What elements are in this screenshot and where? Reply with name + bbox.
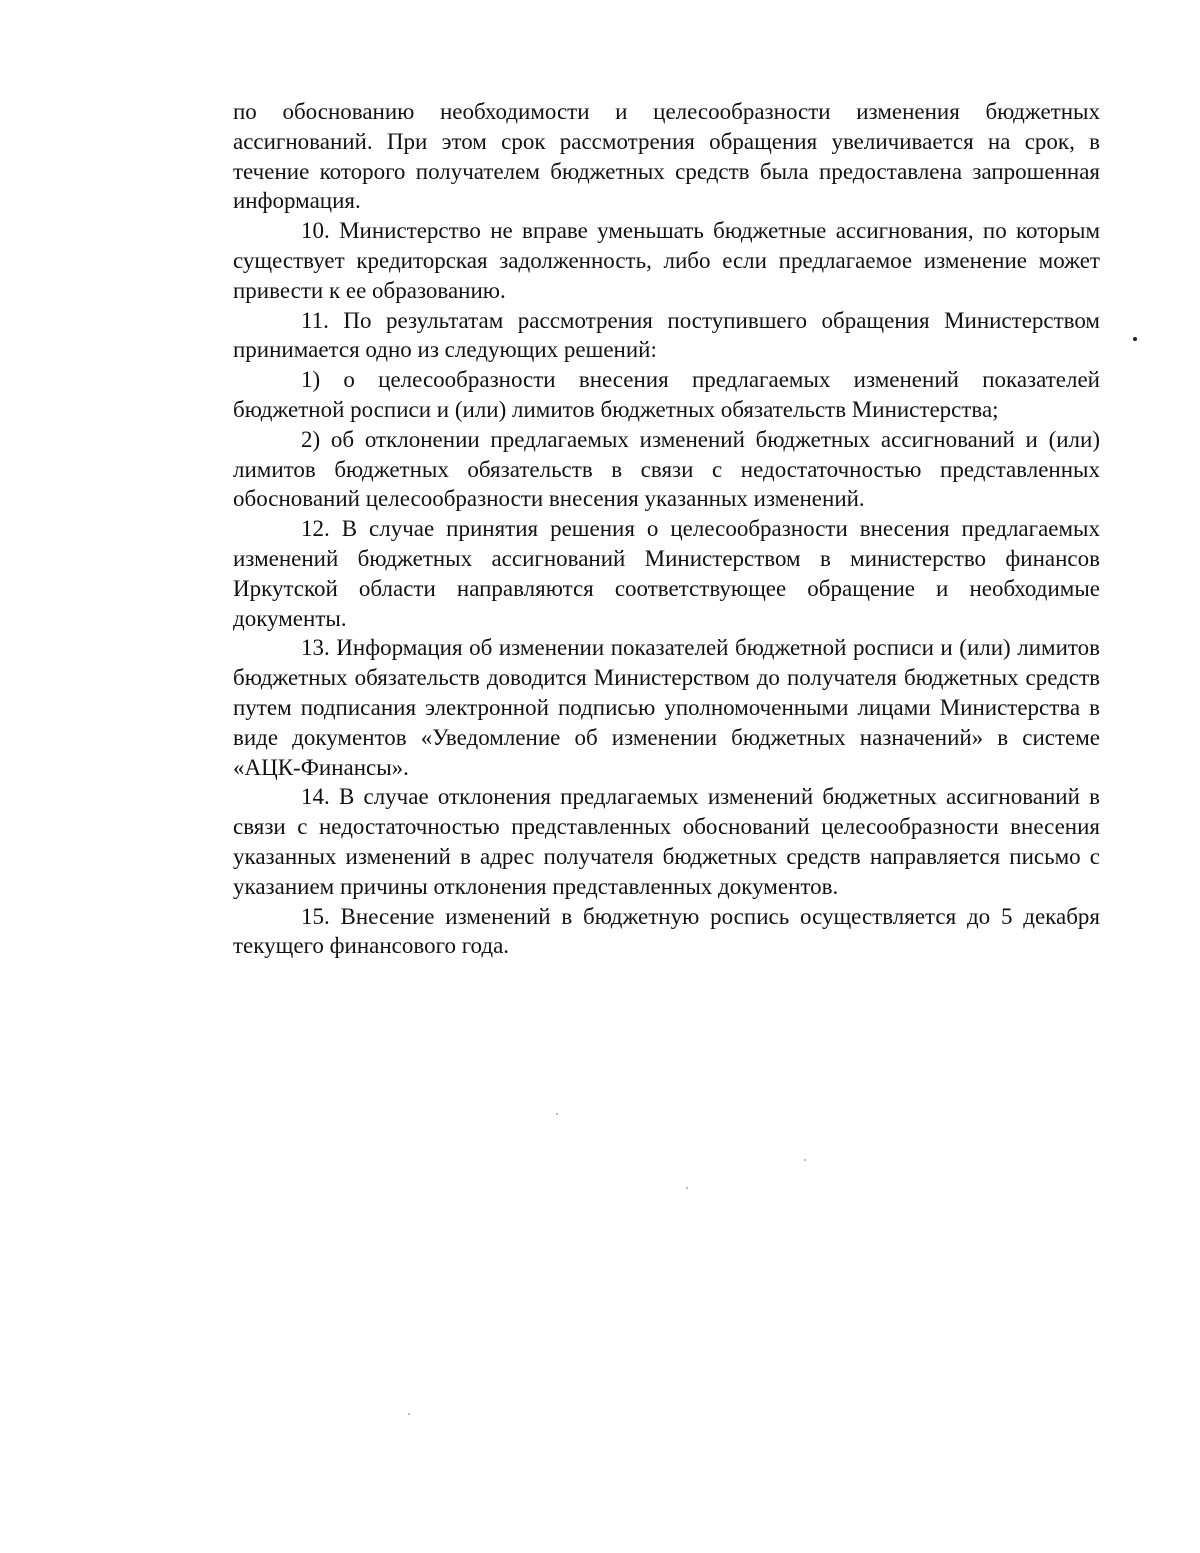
document-page (233, 97, 1100, 961)
scan-speck (1133, 337, 1137, 341)
scan-dust (408, 1413, 410, 1415)
scan-dust (556, 1113, 558, 1115)
paragraph-continuation: по обоснованию необходимости и целесообразности изменения бюджетных ассигнований. При этом срок рассмотрения обращения увеличивается на срок, в течение которого получателем бюджетных средств была предоставлена запрошенная информация. (233, 99, 1100, 214)
paragraph-14: 14. В случае отклонения предлагаемых изменений бюджетных ассигнований в связи с недостаточностью представленных обоснований целесообразности внесения указанных изменений в адрес получателя бюджетных средств направляется письмо с указанием причины отклонения представленных документов. (233, 784, 1100, 899)
paragraph-15: 15. Внесение изменений в бюджетную роспись осуществляется до 5 декабря текущего финансового года. (233, 903, 1100, 959)
paragraph-12: 12. В случае принятия решения о целесообразности внесения предлагаемых изменений бюджетных ассигнований Министерством в министерство финансов Иркутской области направляются соответствующее обращение и необходимые документы. (233, 516, 1100, 631)
scan-dust (804, 1159, 806, 1161)
scan-dust (686, 1187, 688, 1189)
paragraph-13: 13. Информация об изменении показателей бюджетной росписи и (или) лимитов бюджетных обязательств доводится Министерством до получателя бюджетных средств путем подписания электронной подписью уполномоченными лицами Министерства в виде документов «Уведомление об изменении бюджетных назначений» в системе «АЦК-Финансы». (233, 635, 1100, 780)
paragraph-11-item-2: 2) об отклонении предлагаемых изменений бюджетных ассигнований и (или) лимитов бюджетных обязательств в связи с недостаточностью представленных обоснований целесообразности внесения указанных изменений. (233, 426, 1100, 512)
paragraph-10: 10. Министерство не вправе уменьшать бюджетные ассигнования, по которым существует кредиторская задолженность, либо если предлагаемое изменение может привести к ее образованию. (233, 218, 1100, 303)
paragraph-11: 11. По результатам рассмотрения поступившего обращения Министерством принимается одно из следующих решений: (233, 307, 1100, 363)
paragraph-11-item-1: 1) о целесообразности внесения предлагаемых изменений показателей бюджетной росписи и (или) лимитов бюджетных обязательств Министерства; (233, 367, 1100, 422)
